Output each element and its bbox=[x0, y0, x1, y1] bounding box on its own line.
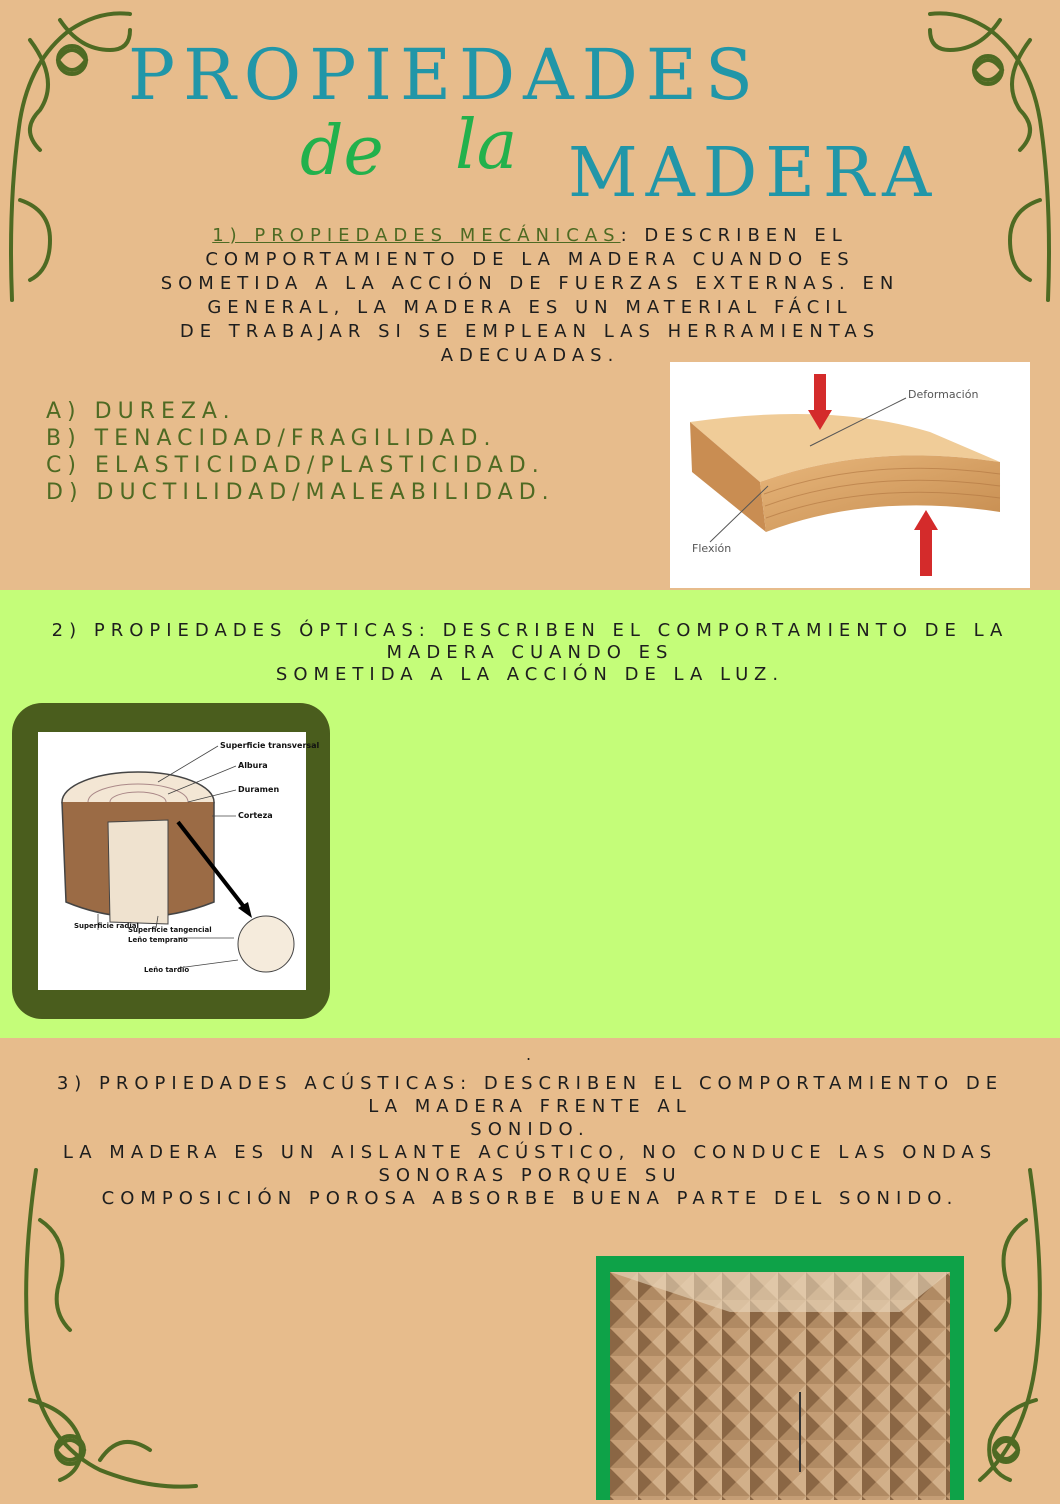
label-deformation: Deformación bbox=[908, 388, 979, 401]
mechanical-heading: 1) PROPIEDADES MECÁNICAS bbox=[212, 225, 621, 246]
label-superficie-radial: Superficie radial bbox=[74, 922, 139, 930]
label-superficie-transversal: Superficie transversal bbox=[220, 741, 320, 750]
ornament-bottom-right-icon bbox=[960, 1160, 1060, 1500]
title-de: de bbox=[300, 112, 384, 191]
anechoic-chamber-image bbox=[610, 1272, 950, 1500]
optical-description: 2) PROPIEDADES ÓPTICAS: DESCRIBEN EL COMPORTAMIENTO DE LA MADERA CUANDO ES SOMETIDA A LA ACCIÓN DE LA LUZ. bbox=[51, 620, 1009, 685]
title-line-3: MADERA bbox=[568, 134, 940, 213]
mechanical-list bbox=[46, 398, 555, 506]
label-duramen: Duramen bbox=[238, 785, 280, 794]
separator-dot: . bbox=[526, 1045, 532, 1064]
ornament-bottom-left-icon bbox=[0, 1160, 200, 1500]
list-item: D) DUCTILIDAD/MALEABILIDAD. bbox=[46, 480, 555, 505]
title-line-1: PROPIEDADES bbox=[128, 34, 761, 116]
label-superficie-tangencial: Superficie tangencial bbox=[128, 926, 212, 934]
wood-deformation-image bbox=[670, 362, 1030, 588]
label-leno-tardio: Leño tardío bbox=[144, 966, 190, 974]
acoustic-description: 3) PROPIEDADES ACÚSTICAS: DESCRIBEN EL COMPORTAMIENTO DE LA MADERA FRENTE AL SONIDO. LA MADERA ES UN AISLANTE ACÚSTICO, NO CONDUCE LAS ONDAS SONORAS PORQUE SU COMPOSICIÓN POROSA ABSORBE BUENA PARTE DEL SONIDO. bbox=[56, 1073, 1004, 1209]
list-item: A) DUREZA. bbox=[46, 399, 236, 424]
list-item: B) TENACIDAD/FRAGILIDAD. bbox=[46, 426, 497, 451]
mechanical-description: 1) PROPIEDADES MECÁNICAS: DESCRIBEN EL COMPORTAMIENTO DE LA MADERA CUANDO ES SOMETIDA A LA ACCIÓN DE FUERZAS EXTERNAS. EN GENERAL, LA MADERA ES UN MATERIAL FÁCIL DE TRABAJAR SI SE EMPLEAN LAS HERRAMIENTAS ADECUADAS. bbox=[160, 225, 900, 366]
list-item: C) ELASTICIDAD/PLASTICIDAD. bbox=[46, 453, 545, 478]
label-corteza: Corteza bbox=[238, 811, 273, 820]
label-albura: Albura bbox=[238, 761, 268, 770]
trunk-section-image bbox=[38, 732, 320, 990]
label-flexion: Flexión bbox=[692, 542, 732, 555]
title-la: la bbox=[455, 106, 518, 185]
label-leno-temprano: Leño temprano bbox=[128, 936, 188, 944]
